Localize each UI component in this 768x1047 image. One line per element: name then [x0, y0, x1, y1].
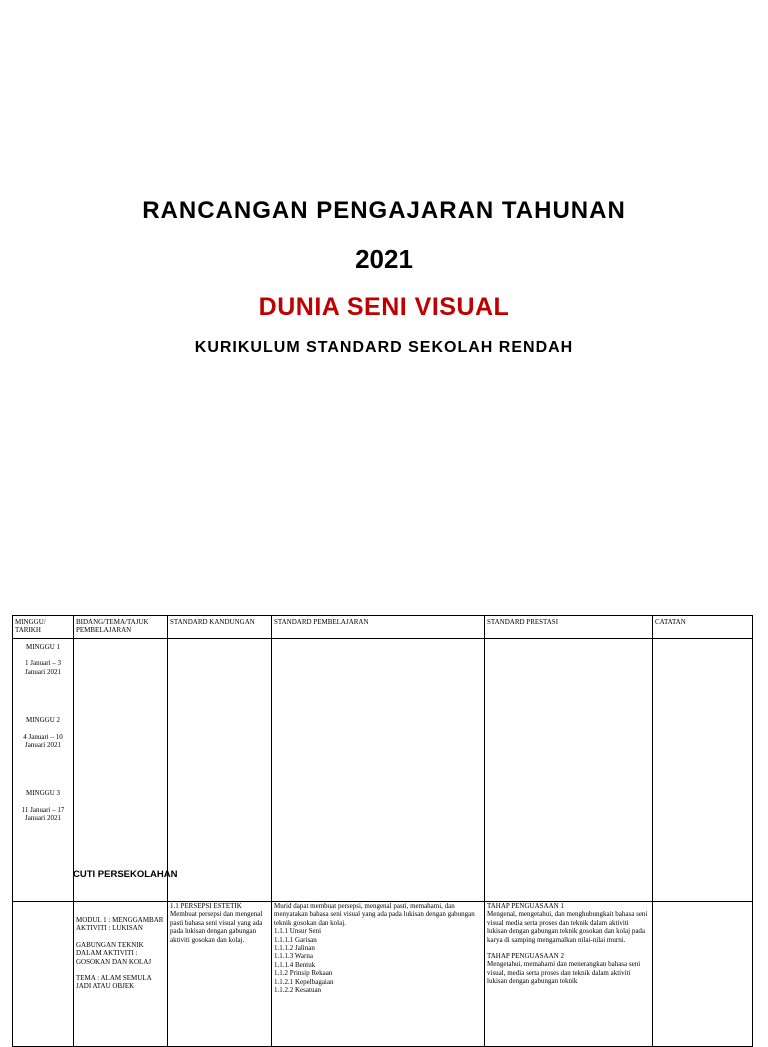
header-cell-learning-standard: STANDARD PEMBELAJARAN [272, 616, 485, 639]
header-cell-notes: CATATAN [653, 616, 753, 639]
subject-title: DUNIA SENI VISUAL [258, 293, 510, 321]
annual-plan-table [12, 615, 753, 1047]
performance-level-text: Mengenal, mengetahui, dan menghubungkait bahasa seni visual media serta proses dan teknik dalam aktiviti lukisan dengan gabungan teknik gosokan dan kolaj pada karya di samping mengamalkan nilai-nilai murni. [487, 910, 648, 944]
learning-standard-item: 1.1.1.3 Warna [274, 952, 313, 961]
performance-level-text: Mengetahui, memahami dan menerangkan bahasa seni visual, media serta proses dan teknik dalam aktiviti lukisan dengan gabungan teknik [487, 960, 641, 986]
week-date: 4 Januari – 10 Januari 2021 [23, 732, 63, 750]
learning-standard-item: 1.1.2 Prinsip Rekaan [274, 969, 333, 978]
week-cell [13, 639, 74, 902]
document-year: 2021 [355, 244, 413, 274]
table-header-row [13, 616, 753, 639]
week-cell [13, 902, 74, 1047]
week-date: 11 Januari – 17 Januari 2021 [21, 805, 65, 823]
week-label: MINGGU 3 [25, 789, 61, 798]
learning-standard-item: 1.1.1 Unsur Seni [274, 927, 322, 936]
header-cell-week: MINGGU/ TARIKH [13, 616, 74, 639]
holiday-label: CUTI PERSEKOLAHAN [73, 869, 178, 880]
content-standard-text: Membuat persepsi dan mengenal pasti bahasa seni visual yang ada pada lukisan dengan gabungan aktiviti gosokan dan kolaj. [170, 910, 263, 944]
header-cell-content-standard: STANDARD KANDUNGAN [168, 616, 272, 639]
theme-text: MODUL 1 : MENGGAMBAR AKTIVITI : LUKISAN [76, 916, 164, 933]
document-title: RANCANGAN PENGAJARAN TAHUNAN [142, 197, 626, 224]
week-label: MINGGU 1 [25, 643, 61, 651]
performance-level-heading: TAHAP PENGUASAAN 2 [487, 952, 564, 961]
content-standard-heading: 1.1 PERSEPSI ESTETIK [170, 902, 242, 910]
learning-standard-item: 1.1.1.2 Jalinan [274, 944, 315, 953]
performance-standard-cell [485, 639, 653, 902]
table-row [13, 902, 753, 1047]
content-standard-cell [168, 639, 272, 902]
learning-standard-cell [272, 639, 485, 902]
content-standard-cell [168, 902, 272, 1047]
week-date: 1 Januari – 3 Januari 2021 [25, 659, 61, 676]
learning-standard-text: Murid dapat membuat persepsi, mengenal pasti, memahami, dan menyatakan bahasa seni visual yang ada pada lukisan dengan gabungan teknik gosokan dan kolaj. [274, 902, 475, 927]
theme-cell [74, 902, 168, 1047]
theme-text: TEMA : ALAM SEMULA JADI ATAU OBJEK [76, 974, 152, 991]
week-label: MINGGU 2 [25, 716, 61, 725]
notes-cell [653, 902, 753, 1047]
header-cell-theme: BIDANG/TEMA/TAJUK PEMBELAJARAN [74, 616, 168, 639]
learning-standard-item: 1.1.1.1 Garisan [274, 935, 317, 944]
learning-standard-item: 1.1.2.2 Kesatuan [274, 986, 322, 995]
header-cell-performance-standard: STANDARD PRESTASI [485, 616, 653, 639]
performance-level-heading: TAHAP PENGUASAAN 1 [487, 902, 564, 910]
learning-standard-item: 1.1.2.1 Kepelbagaian [274, 977, 334, 986]
curriculum-subtitle: KURIKULUM STANDARD SEKOLAH RENDAH [194, 339, 574, 356]
table-row [13, 639, 753, 902]
performance-standard-cell [485, 902, 653, 1047]
learning-standard-item: 1.1.1.4 Bentuk [274, 960, 316, 969]
theme-text: GABUNGAN TEKNIK DALAM AKTIVITI : GOSOKAN DAN KOLAJ [76, 940, 152, 966]
theme-cell [74, 639, 168, 902]
learning-standard-cell [272, 902, 485, 1047]
notes-cell [653, 639, 753, 902]
